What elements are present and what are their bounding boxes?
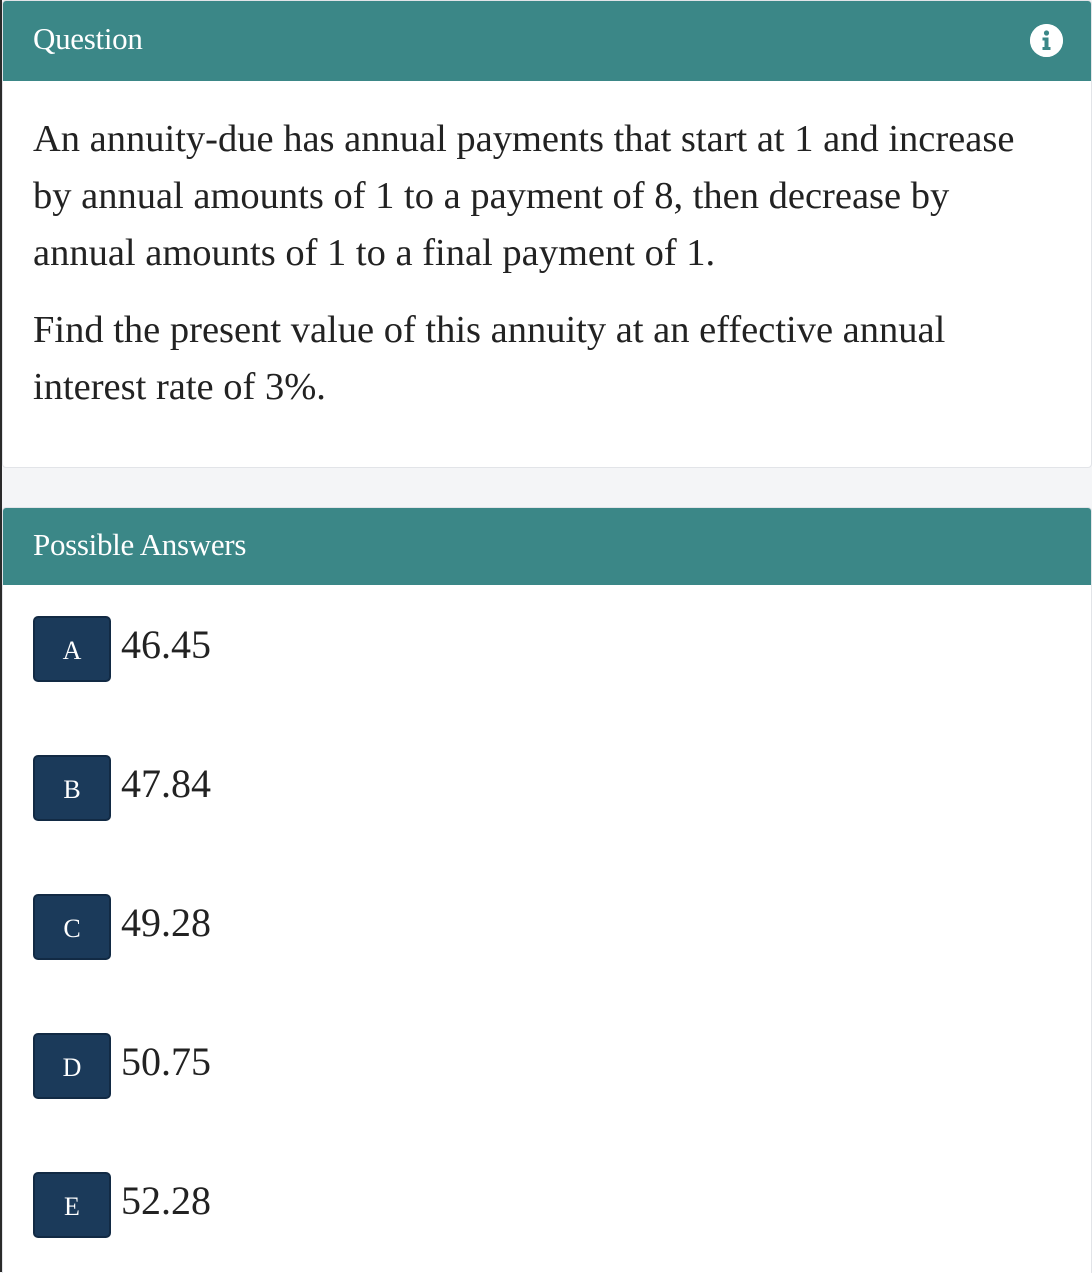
answer-option-c[interactable] bbox=[33, 893, 211, 961]
answer-letter-badge[interactable]: A bbox=[33, 616, 111, 682]
answer-value: 49.28 bbox=[121, 900, 211, 945]
answers-header bbox=[3, 508, 1091, 585]
answers-panel bbox=[2, 507, 1092, 1273]
answer-value: 47.84 bbox=[121, 761, 211, 806]
question-paragraph-1: An annuity-due has annual payments that start at 1 and increase by annual amounts of 1 to a payment of 8, then decrease by annual amounts of 1 to a final payment of 1. bbox=[33, 118, 1015, 274]
info-icon[interactable] bbox=[1030, 24, 1063, 57]
question-panel bbox=[2, 0, 1092, 468]
answer-option-a[interactable] bbox=[33, 615, 211, 683]
answer-option-b[interactable] bbox=[33, 754, 211, 822]
answers-header-title: Possible Answers bbox=[33, 527, 247, 562]
question-paragraph-2: Find the present value of this annuity at an effective annual interest rate of 3%. bbox=[33, 309, 946, 408]
answer-option-e[interactable] bbox=[33, 1171, 211, 1239]
question-header-title: Question bbox=[33, 21, 143, 56]
answer-letter-badge[interactable]: E bbox=[33, 1172, 111, 1238]
answer-option-d[interactable] bbox=[33, 1032, 211, 1100]
answer-value: 50.75 bbox=[121, 1039, 211, 1084]
answer-value: 52.28 bbox=[121, 1178, 211, 1223]
answer-letter-badge[interactable]: D bbox=[33, 1033, 111, 1099]
question-text bbox=[3, 81, 1091, 416]
answer-value: 46.45 bbox=[121, 622, 211, 667]
answer-letter-badge[interactable]: B bbox=[33, 755, 111, 821]
answer-letter-badge[interactable]: C bbox=[33, 894, 111, 960]
question-header bbox=[3, 1, 1091, 81]
